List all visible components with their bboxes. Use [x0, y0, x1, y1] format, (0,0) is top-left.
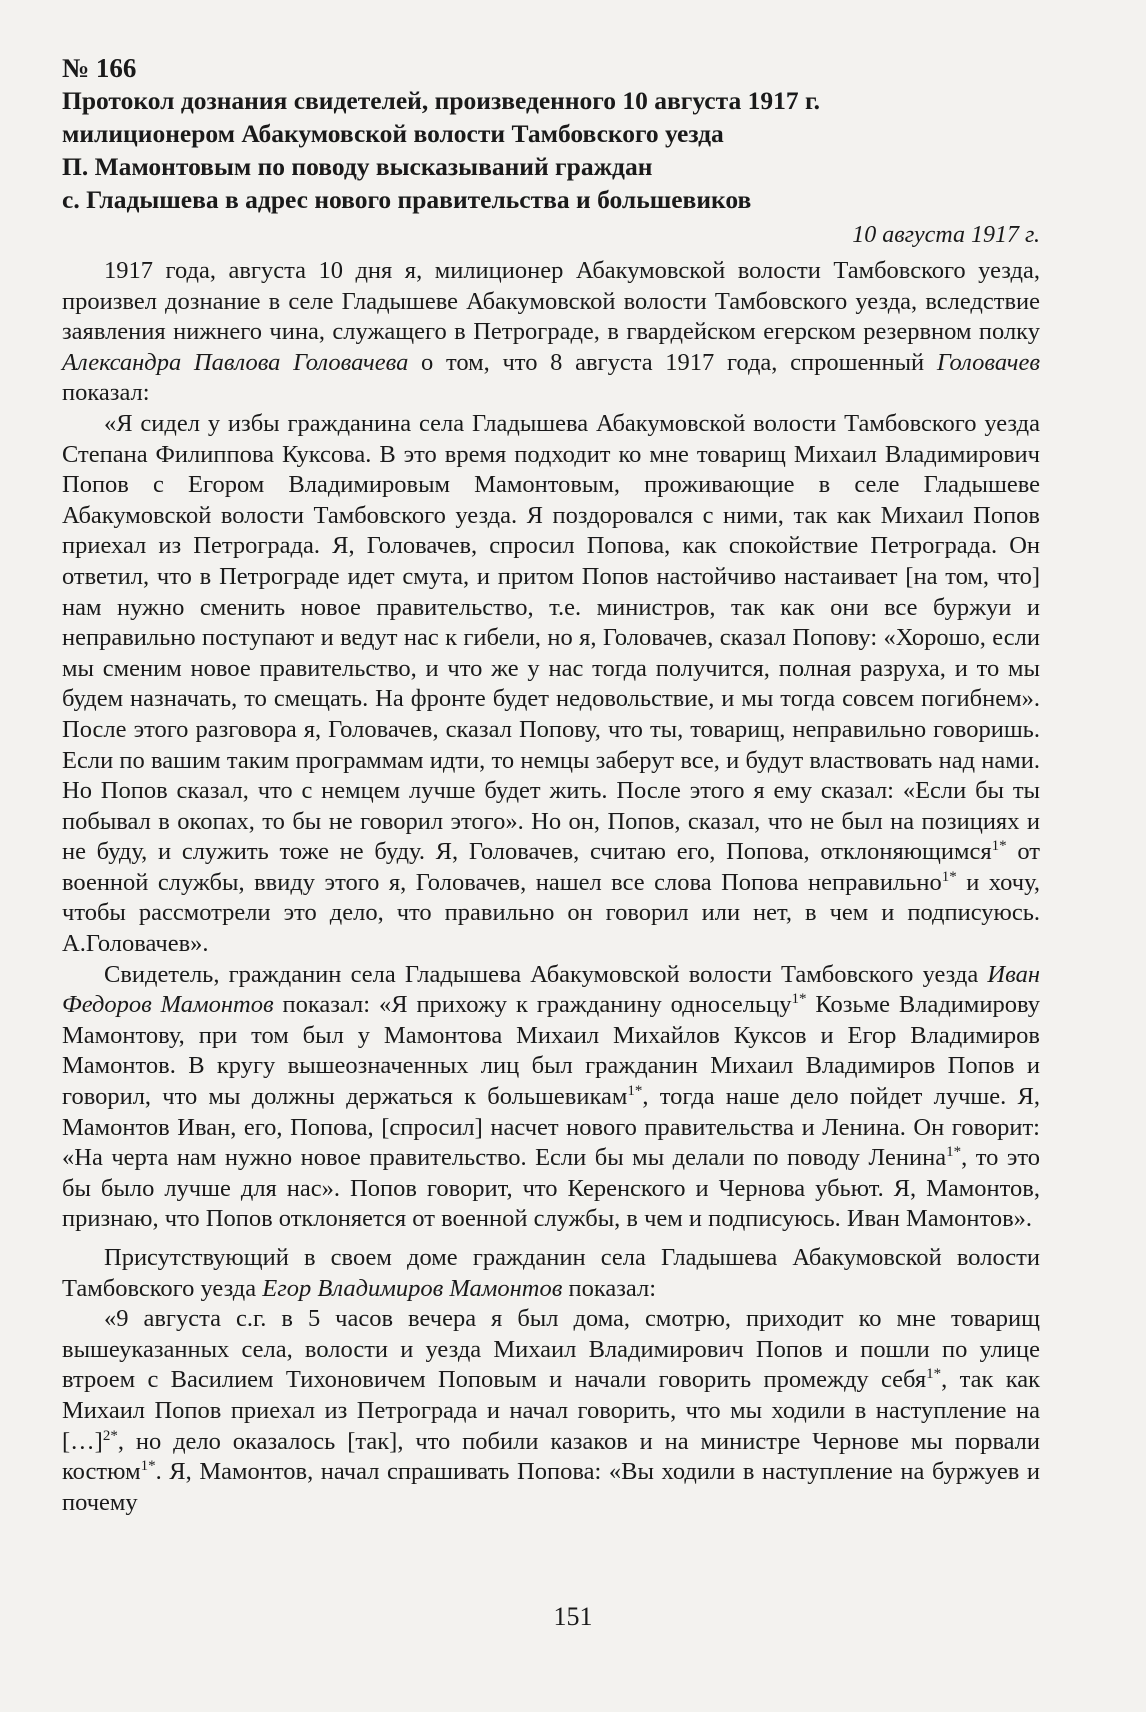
footnote-marker: 1*	[991, 838, 1007, 855]
text-run: «Я сидел у избы гражданина села Гладышева Абакумовской волости Тамбовского уезда Степана Филиппова Куксова. В это время подходит ко мне товарищ Михаил Владимирович Попов с Егором Владимировым Мамонтовым, проживающие в селе Гладышеве Абакумовской волости Тамбовского уезда. Я поздоровался с ними, так как Михаил Попов приехал из Петрограда. Я, Головачев, спросил Попова, как спокойствие Петрограда. Он ответил, что в Петрограде идет смута, и притом Попов настойчиво настаивает [на том, что] нам нужно сменить новое правительство, т.е. министров, так как они все буржуи и неправильно поступают и ведут нас к гибели, но я, Головачев, сказал Попову: «Хорошо, если мы сменим новое правительство, и что же у нас тогда получится, полная разруха, и то мы будем назначать, то смещать. На фронте будет недовольствие, и мы тогда совсем погибнем». После этого разговора я, Головачев, сказал Попову, что ты, товарищ, неправильно говоришь. Если по вашим таким программам идти, то немцы заберут все, и будут властвовать над нами. Но Попов сказал, что с немцем лучше будет жить. После этого я ему сказал: «Если бы ты побывал в окопах, то бы не говорил этого». Но он, Попов, сказал, что не был на позициях и не буду, и служить тоже не буду. Я, Головачев, считаю его, Попова, отклоняющимся	[62, 409, 1040, 866]
text-run: «9 августа с.г. в 5 часов вечера я был дома, смотрю, приходит ко мне товарищ вышеуказанных села, волости и уезда Михаил Владимирович Попов и пошли по улице втроем с Василием Тихоновичем Поповым и начали говорить промежду себя	[62, 1305, 1040, 1394]
document-number: № 166	[62, 53, 137, 83]
testimony-golovachev	[62, 409, 1040, 960]
text-run: Присутствующий в своем доме гражданин села Гладышева Абакумовской волости Тамбовского уезда	[62, 1244, 1040, 1302]
text-run: Свидетель, гражданин села Гладышева Абакумовской волости Тамбовского уезда	[104, 960, 988, 988]
paragraph-intro	[62, 256, 1040, 409]
text-run: Козьме Владимирову Мамонтову, при том был у Мамонтова Михаил Михайлов Куксов и Егор Владимиров Мамонтов. В кругу вышеозначенных лиц был гражданин Михаил Владимиров Попов и говорил, что мы должны держаться к большевикам	[62, 991, 1040, 1111]
title-line: П. Мамонтовым по поводу высказываний граждан	[62, 152, 653, 181]
text-run: показал: «Я прихожу к гражданину односельцу	[273, 991, 792, 1019]
text-run: о том, что 8 августа 1917 года, спрошенный	[408, 348, 937, 376]
document-date: 10 августа 1917 г.	[852, 222, 1040, 248]
title-line: Протокол дознания свидетелей, произведенного 10 августа 1917 г.	[62, 86, 821, 115]
title-line: с. Гладышева в адрес нового правительства и большевиков	[62, 185, 752, 214]
text-run: , то это бы было лучше для нас». Попов говорит, что Керенского и Чернова убьют. Я, Мамонтов, признаю, что Попов отклоняется от военной службы, в чем и подписуюсь. Иван Мамонтов».	[62, 1144, 1040, 1233]
footnote-marker: 1*	[791, 991, 807, 1008]
person-name: Головачев	[936, 348, 1040, 376]
page-number: 151	[553, 1602, 593, 1631]
person-name: Егор Владимиров Мамонтов	[262, 1274, 563, 1302]
title-line: милиционером Абакумовской волости Тамбовского уезда	[62, 119, 724, 148]
person-name: Александра Павлова Головачева	[62, 348, 409, 376]
text-run: , но дело оказалось [так], что побили казаков и на министре Чернове мы порвали костюм	[62, 1427, 1040, 1486]
testimony-egor-mamontov	[62, 1304, 1040, 1518]
text-run: показал:	[62, 379, 150, 407]
document-body	[62, 52, 1040, 1518]
text-run: 1917 года, августа 10 дня я, милиционер Абакумовской волости Тамбовского уезда, произвел дознание в селе Гладышеве Абакумовской волости Тамбовского уезда, вследствие заявления нижнего чина, служащего в Петрограде, в гвардейском егерском резервном полку	[62, 257, 1040, 346]
text-run: , так как Михаил Попов приехал из Петрограда и начал говорить, что мы ходили в наступление на […]	[62, 1366, 1041, 1455]
footnote-marker: 1*	[941, 868, 957, 885]
paragraph-egor-intro	[62, 1243, 1040, 1304]
person-name: Иван Федоров Мамонтов	[62, 960, 1040, 1019]
document-title	[62, 84, 1040, 216]
text-run: показал:	[562, 1274, 657, 1302]
footnote-marker: 1*	[926, 1366, 942, 1383]
footnote-marker: 2*	[102, 1427, 118, 1444]
footnote-marker: 1*	[627, 1082, 643, 1099]
footnote-marker: 1*	[140, 1458, 156, 1474]
footnote-marker: 1*	[946, 1144, 962, 1161]
text-run: , тогда наше дело пойдет лучше. Я, Мамонтов Иван, его, Попова, [спросил] насчет нового правительства и Ленина. Он говорит: «На черта нам нужно новое правительство. Если бы мы делали по поводу Ленина	[62, 1083, 1040, 1172]
testimony-ivan-mamontov	[62, 960, 1040, 1235]
text-run: от военной службы, ввиду этого я, Головачев, нашел все слова Попова неправильно	[62, 838, 1040, 896]
text-run: и хочу, чтобы рассмотрели это дело, что правильно он говорил или нет, в чем и подписуюсь. А.Головачев».	[62, 868, 1040, 958]
text-run: . Я, Мамонтов, начал спрашивать Попова: «Вы ходили в наступление на буржуев и почему	[62, 1458, 1040, 1516]
